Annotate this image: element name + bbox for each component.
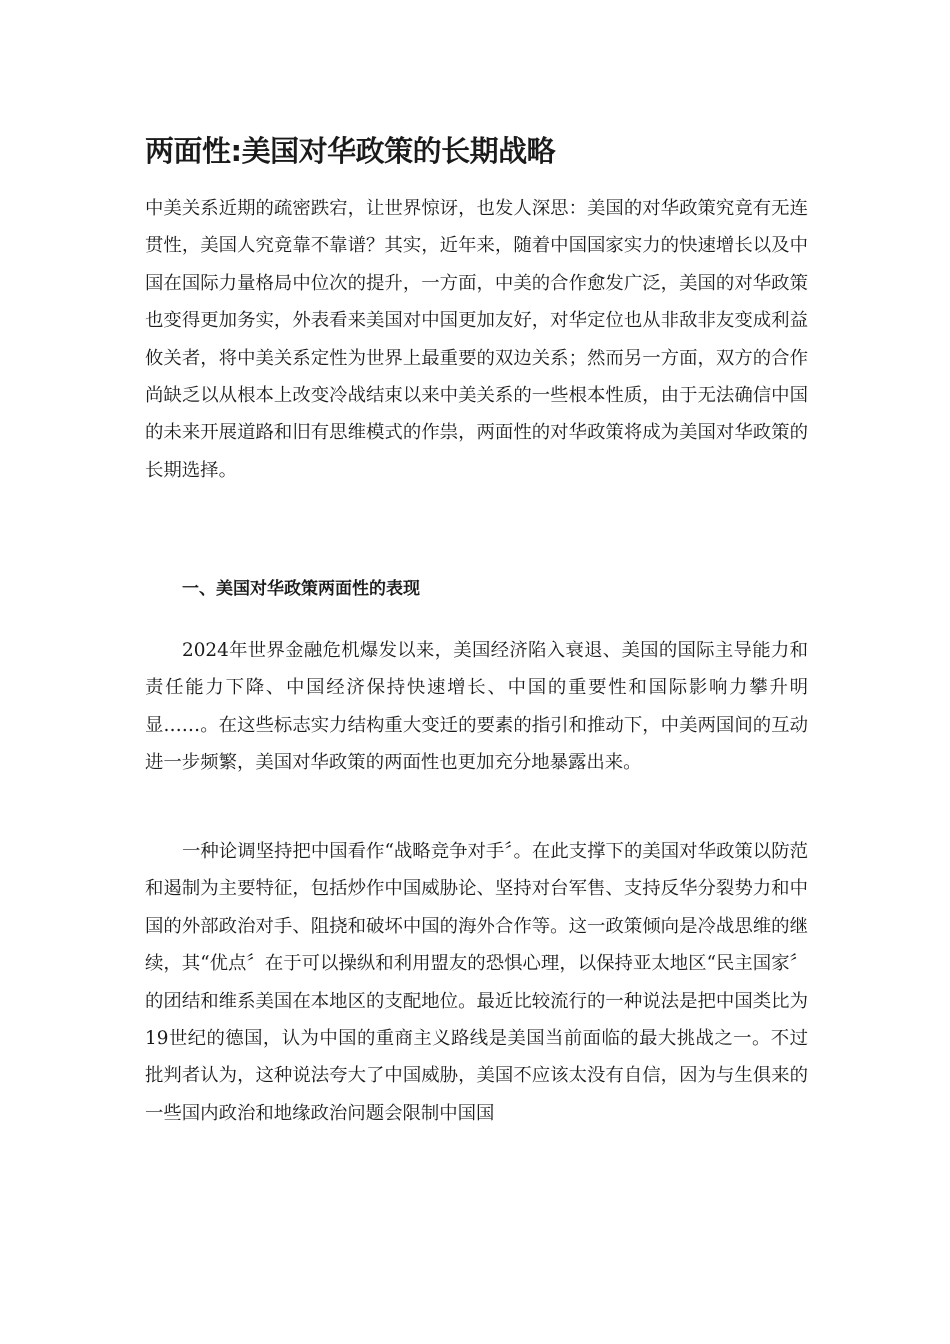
section-heading: 一、美国对华政策两面性的表现 <box>182 579 420 599</box>
intro-paragraph: 中美关系近期的疏密跌宕，让世界惊讶，也发人深思：美国的对华政策究竟有无连贯性，美国人究竟靠不靠谱？其实，近年来，随着中国国家实力的快速增长以及中国在国际力量格局中位次的提升，一方面，中美的合作愈发广泛，美国的对华政策也变得更加务实，外表看来美国对中国更加友好，对华定位也从非敌非友变成利益攸关者，将中美关系定性为世界上最重要的双边关系；然而另一方面，双方的合作尚缺乏以从根本上改变冷战结束以来中美关系的一些根本性质，由于无法确信中国的未来开展道路和旧有思维模式的作祟，两面性的对华政策将成为美国对华政策的长期选择。 <box>145 198 808 481</box>
document-title: 两面性:美国对华政策的长期战略 <box>145 134 556 168</box>
body-paragraph-2: 一种论调坚持把中国看作“战略竞争对手〞。在此支撑下的美国对华政策以防范和遏制为主要特征，包括炒作中国威胁论、坚持对台军售、支持反华分裂势力和中国的外部政治对手、阻挠和破坏中国的海外合作等。这一政策倾向是冷战思维的继续，其“优点〞在于可以操纵和利用盟友的恐惧心理，以保持亚太地区“民主国家〞的团结和维系美国在本地区的支配地位。最近比较流行的一种说法是把中国类比为19世纪的德国，认为中国的重商主义路线是美国当前面临的最大挑战之一。不过批判者认为，这种说法夸大了中国威胁，美国不应该太没有自信，因为与生俱来的一些国内政治和地缘政治问题会限制中国国 <box>145 841 808 1124</box>
body-paragraph-1: 2024年世界金融危机爆发以来，美国经济陷入衰退、美国的国际主导能力和责任能力下降、中国经济保持快速增长、中国的重要性和国际影响力攀升明显……。在这些标志实力结构重大变迁的要素的指引和推动下，中美两国间的互动进一步频繁，美国对华政策的两面性也更加充分地暴露出来。 <box>145 640 808 774</box>
